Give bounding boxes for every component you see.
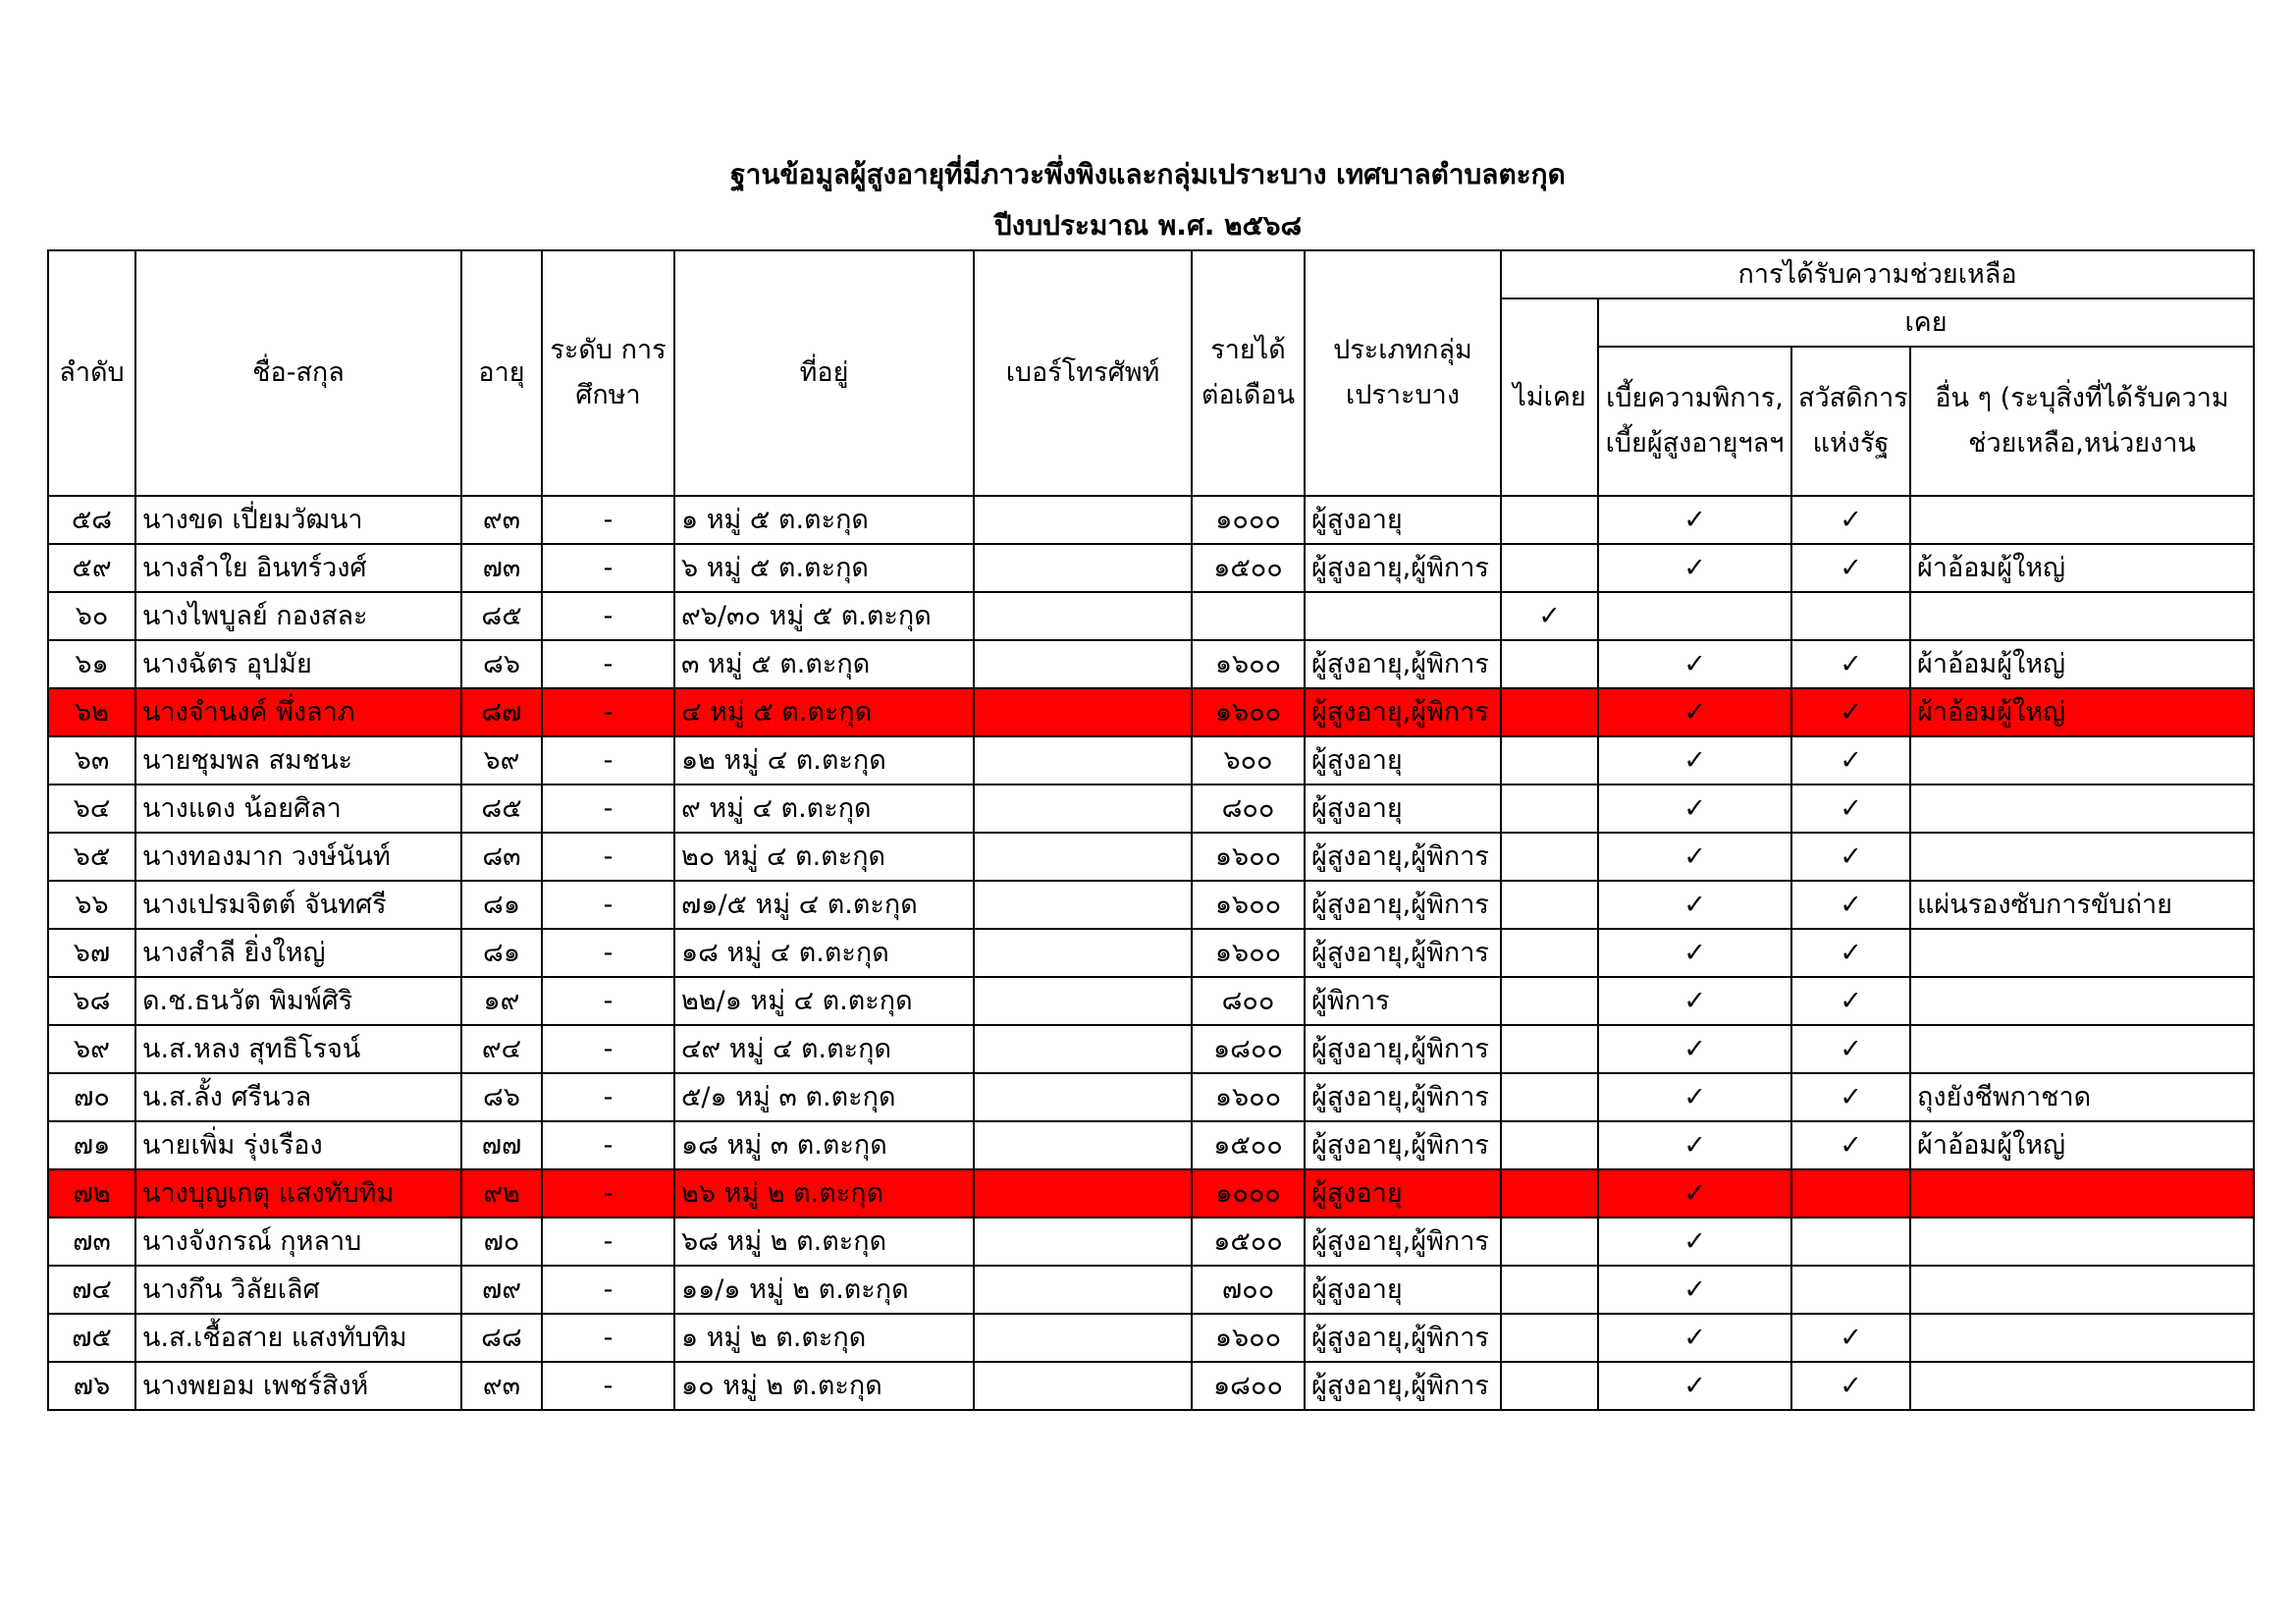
row-phone [974,785,1192,833]
row-income: ๑๖๐๐ [1192,833,1305,881]
row-name: นางจังกรณ์ กุหลาบ [135,1218,461,1266]
table-row [48,1121,2254,1169]
row-never-check [1501,1362,1598,1410]
row-group: ผู้สูงอายุ,ผู้พิการ [1305,544,1501,592]
col-group-header: ประเภทกลุ่ม เปราะบาง [1305,250,1501,496]
row-education: - [542,1121,674,1169]
row-number: ๖๗ [48,929,135,977]
row-address: ๖ หมู่ ๕ ต.ตะกุด [674,544,974,592]
table-row [48,592,2254,640]
row-phone [974,544,1192,592]
row-group: ผู้สูงอายุ,ผู้พิการ [1305,1025,1501,1073]
table-row [48,833,2254,881]
col-other-header: อื่น ๆ (ระบุสิ่งที่ได้รับความ ช่วยเหลือ,หน่วยงาน [1910,347,2254,496]
row-number: ๗๕ [48,1314,135,1362]
row-welfare-check: ✓ [1791,1121,1910,1169]
row-income: ๑๘๐๐ [1192,1362,1305,1410]
row-age: ๘๓ [461,833,542,881]
row-phone [974,592,1192,640]
table-row [48,544,2254,592]
row-never-check [1501,929,1598,977]
row-education: - [542,881,674,929]
row-address: ๑๑/๑ หมู่ ๒ ต.ตะกุด [674,1266,974,1314]
row-allowance-check: ✓ [1598,929,1791,977]
row-welfare-check [1791,1169,1910,1218]
col-ever-header: เคย [1598,298,2254,347]
row-other: ผ้าอ้อมผู้ใหญ่ [1910,544,2254,592]
row-number: ๖๘ [48,977,135,1025]
row-income: ๑๖๐๐ [1192,640,1305,688]
col-assistance-header: การได้รับความช่วยเหลือ [1501,250,2254,298]
row-phone [974,1266,1192,1314]
row-welfare-check [1791,1218,1910,1266]
row-number: ๖๑ [48,640,135,688]
row-number: ๕๘ [48,496,135,544]
row-other [1910,496,2254,544]
row-age: ๘๑ [461,929,542,977]
row-age: ๙๔ [461,1025,542,1073]
row-welfare-check [1791,1266,1910,1314]
row-other: ผ้าอ้อมผู้ใหญ่ [1910,640,2254,688]
row-income: ๑๖๐๐ [1192,929,1305,977]
row-name: นางพยอม เพชร์สิงห์ [135,1362,461,1410]
col-name-header: ชื่อ-สกุล [135,250,461,496]
row-phone [974,929,1192,977]
row-name: นายชุมพล สมชนะ [135,736,461,785]
row-phone [974,1025,1192,1073]
row-never-check [1501,1073,1598,1121]
row-other: แผ่นรองซับการขับถ่าย [1910,881,2254,929]
row-group: ผู้สูงอายุ [1305,1266,1501,1314]
row-address: ๙ หมู่ ๔ ต.ตะกุด [674,785,974,833]
row-never-check [1501,1314,1598,1362]
row-phone [974,1314,1192,1362]
row-group: ผู้สูงอายุ [1305,736,1501,785]
row-age: ๙๒ [461,1169,542,1218]
row-group: ผู้สูงอายุ,ผู้พิการ [1305,1073,1501,1121]
col-phone-header: เบอร์โทรศัพท์ [974,250,1192,496]
row-address: ๕/๑ หมู่ ๓ ต.ตะกุด [674,1073,974,1121]
row-never-check [1501,1218,1598,1266]
row-phone [974,736,1192,785]
row-number: ๗๔ [48,1266,135,1314]
row-allowance-check: ✓ [1598,881,1791,929]
row-other [1910,785,2254,833]
row-group: ผู้สูงอายุ [1305,1169,1501,1218]
row-name: นางบุญเกตุ แสงทับทิม [135,1169,461,1218]
table-row [48,496,2254,544]
row-never-check [1501,977,1598,1025]
row-income: ๘๐๐ [1192,785,1305,833]
col-allowance-header: เบี้ยความพิการ, เบี้ยผู้สูงอายุฯลฯ [1598,347,1791,496]
row-other [1910,1218,2254,1266]
row-address: ๖๘ หมู่ ๒ ต.ตะกุด [674,1218,974,1266]
row-number: ๖๕ [48,833,135,881]
table-row [48,1218,2254,1266]
row-number: ๖๓ [48,736,135,785]
row-education: - [542,1266,674,1314]
row-education: - [542,688,674,736]
row-address: ๑ หมู่ ๕ ต.ตะกุด [674,496,974,544]
row-address: ๑๐ หมู่ ๒ ต.ตะกุด [674,1362,974,1410]
row-number: ๖๔ [48,785,135,833]
table-row [48,1073,2254,1121]
row-other: ผ้าอ้อมผู้ใหญ่ [1910,1121,2254,1169]
row-welfare-check: ✓ [1791,977,1910,1025]
table-row [48,736,2254,785]
row-income: ๑๘๐๐ [1192,1025,1305,1073]
row-never-check [1501,881,1598,929]
row-age: ๗๗ [461,1121,542,1169]
row-allowance-check: ✓ [1598,496,1791,544]
page-title: ฐานข้อมูลผู้สูงอายุที่มีภาวะพึ่งพิงและกลุ่มเปราะบาง เทศบาลตำบลตะกุด [730,158,1566,190]
table-row [48,688,2254,736]
row-income: ๘๐๐ [1192,977,1305,1025]
table-row [48,881,2254,929]
row-name: นางไพบูลย์ กองสละ [135,592,461,640]
row-age: ๘๕ [461,592,542,640]
row-name: นางแดง น้อยศิลา [135,785,461,833]
row-education: - [542,833,674,881]
row-address: ๓ หมู่ ๕ ต.ตะกุด [674,640,974,688]
row-age: ๗๙ [461,1266,542,1314]
row-never-check [1501,833,1598,881]
row-education: - [542,1218,674,1266]
row-address: ๑๒ หมู่ ๔ ต.ตะกุด [674,736,974,785]
row-education: - [542,1169,674,1218]
row-other [1910,1266,2254,1314]
row-group: ผู้สูงอายุ,ผู้พิการ [1305,688,1501,736]
row-income: ๑๕๐๐ [1192,1121,1305,1169]
row-phone [974,640,1192,688]
row-name: น.ส.หลง สุทธิโรจน์ [135,1025,461,1073]
row-income: ๑๕๐๐ [1192,1218,1305,1266]
row-income: ๑๐๐๐ [1192,1169,1305,1218]
row-welfare-check [1791,592,1910,640]
row-income: ๖๐๐ [1192,736,1305,785]
row-number: ๗๑ [48,1121,135,1169]
row-phone [974,1073,1192,1121]
row-name: นางทองมาก วงษ์นันท์ [135,833,461,881]
row-education: - [542,592,674,640]
row-income: ๑๖๐๐ [1192,1073,1305,1121]
table-row [48,785,2254,833]
row-welfare-check: ✓ [1791,496,1910,544]
row-number: ๖๙ [48,1025,135,1073]
row-welfare-check: ✓ [1791,929,1910,977]
row-name: ด.ช.ธนวัต พิมพ์ศิริ [135,977,461,1025]
row-education: - [542,544,674,592]
row-age: ๗๓ [461,544,542,592]
col-welfare-header: สวัสดิการ แห่งรัฐ [1791,347,1910,496]
row-other [1910,1025,2254,1073]
row-address: ๙๖/๓๐ หมู่ ๕ ต.ตะกุด [674,592,974,640]
row-group: ผู้สูงอายุ [1305,785,1501,833]
row-allowance-check: ✓ [1598,688,1791,736]
col-age-header: อายุ [461,250,542,496]
row-never-check [1501,736,1598,785]
row-welfare-check: ✓ [1791,881,1910,929]
row-welfare-check: ✓ [1791,833,1910,881]
row-name: น.ส.เชื้อสาย แสงทับทิม [135,1314,461,1362]
row-phone [974,1169,1192,1218]
table-row [48,1362,2254,1410]
row-education: - [542,1362,674,1410]
row-age: ๘๖ [461,1073,542,1121]
row-allowance-check: ✓ [1598,1218,1791,1266]
row-name: นางสำลี ยิ่งใหญ่ [135,929,461,977]
row-group: ผู้สูงอายุ,ผู้พิการ [1305,1362,1501,1410]
row-allowance-check: ✓ [1598,1025,1791,1073]
row-name: นางลำใย อินทร์วงศ์ [135,544,461,592]
row-never-check [1501,785,1598,833]
row-other [1910,977,2254,1025]
row-education: - [542,1073,674,1121]
page-subtitle: ปีงบประมาณ พ.ศ. ๒๕๖๘ [993,209,1303,242]
row-age: ๑๙ [461,977,542,1025]
row-education: - [542,640,674,688]
row-name: น.ส.ลั้ง ศรีนวล [135,1073,461,1121]
row-other [1910,1169,2254,1218]
row-phone [974,833,1192,881]
row-never-check [1501,1025,1598,1073]
row-number: ๗๒ [48,1169,135,1218]
row-welfare-check: ✓ [1791,544,1910,592]
row-education: - [542,785,674,833]
row-education: - [542,496,674,544]
row-phone [974,1121,1192,1169]
row-allowance-check: ✓ [1598,977,1791,1025]
row-age: ๘๘ [461,1314,542,1362]
row-allowance-check: ✓ [1598,1314,1791,1362]
row-age: ๘๑ [461,881,542,929]
row-allowance-check: ✓ [1598,833,1791,881]
row-never-check [1501,688,1598,736]
row-number: ๗๐ [48,1073,135,1121]
row-address: ๔๙ หมู่ ๔ ต.ตะกุด [674,1025,974,1073]
table-row [48,929,2254,977]
elderly-table [47,249,2255,1411]
row-group: ผู้สูงอายุ,ผู้พิการ [1305,833,1501,881]
row-never-check [1501,1266,1598,1314]
row-never-check [1501,640,1598,688]
row-age: ๘๗ [461,688,542,736]
row-other: ผ้าอ้อมผู้ใหญ่ [1910,688,2254,736]
row-education: - [542,977,674,1025]
row-phone [974,496,1192,544]
row-name: นางขด เปี่ยมวัฒนา [135,496,461,544]
row-welfare-check: ✓ [1791,640,1910,688]
row-phone [974,688,1192,736]
row-never-check [1501,1121,1598,1169]
row-other [1910,1314,2254,1362]
row-other [1910,929,2254,977]
row-age: ๗๐ [461,1218,542,1266]
row-number: ๗๖ [48,1362,135,1410]
row-group [1305,592,1501,640]
row-income: ๑๖๐๐ [1192,688,1305,736]
row-income [1192,592,1305,640]
row-phone [974,1218,1192,1266]
row-number: ๕๙ [48,544,135,592]
row-number: ๖๐ [48,592,135,640]
table-row [48,1266,2254,1314]
row-income: ๑๕๐๐ [1192,544,1305,592]
table-row [48,1314,2254,1362]
row-other [1910,736,2254,785]
col-income-header: รายได้ ต่อเดือน [1192,250,1305,496]
row-never-check [1501,1169,1598,1218]
row-name: นางเปรมจิตต์ จันทศรี [135,881,461,929]
row-age: ๙๓ [461,1362,542,1410]
row-welfare-check: ✓ [1791,785,1910,833]
row-education: - [542,1314,674,1362]
row-other: ถุงยังชีพกาชาด [1910,1073,2254,1121]
col-no-header: ลำดับ [48,250,135,496]
row-income: ๗๐๐ [1192,1266,1305,1314]
row-address: ๑๘ หมู่ ๔ ต.ตะกุด [674,929,974,977]
row-group: ผู้สูงอายุ,ผู้พิการ [1305,640,1501,688]
row-group: ผู้พิการ [1305,977,1501,1025]
row-address: ๒๐ หมู่ ๔ ต.ตะกุด [674,833,974,881]
row-other [1910,592,2254,640]
row-group: ผู้สูงอายุ,ผู้พิการ [1305,1218,1501,1266]
row-allowance-check [1598,592,1791,640]
row-address: ๑๘ หมู่ ๓ ต.ตะกุด [674,1121,974,1169]
row-other [1910,833,2254,881]
col-education-header: ระดับ การศึกษา [542,250,674,496]
row-name: นายเพิ่ม รุ่งเรือง [135,1121,461,1169]
row-education: - [542,1025,674,1073]
row-income: ๑๖๐๐ [1192,881,1305,929]
row-allowance-check: ✓ [1598,1121,1791,1169]
row-education: - [542,736,674,785]
table-row [48,977,2254,1025]
table-row [48,640,2254,688]
row-number: ๖๖ [48,881,135,929]
table-row [48,1169,2254,1218]
row-welfare-check: ✓ [1791,1073,1910,1121]
row-other [1910,1362,2254,1410]
row-address: ๗๑/๕ หมู่ ๔ ต.ตะกุด [674,881,974,929]
row-never-check: ✓ [1501,592,1598,640]
row-allowance-check: ✓ [1598,1362,1791,1410]
row-number: ๖๒ [48,688,135,736]
row-age: ๘๕ [461,785,542,833]
row-name: นางฉัตร อุปมัย [135,640,461,688]
col-address-header: ที่อยู่ [674,250,974,496]
row-allowance-check: ✓ [1598,1266,1791,1314]
row-income: ๑๐๐๐ [1192,496,1305,544]
row-number: ๗๓ [48,1218,135,1266]
row-group: ผู้สูงอายุ,ผู้พิการ [1305,929,1501,977]
row-group: ผู้สูงอายุ,ผู้พิการ [1305,1314,1501,1362]
row-phone [974,977,1192,1025]
col-never-header: ไม่เคย [1501,298,1598,496]
row-welfare-check: ✓ [1791,736,1910,785]
row-address: ๔ หมู่ ๕ ต.ตะกุด [674,688,974,736]
row-age: ๘๖ [461,640,542,688]
row-income: ๑๖๐๐ [1192,1314,1305,1362]
row-age: ๙๓ [461,496,542,544]
row-education: - [542,929,674,977]
row-group: ผู้สูงอายุ [1305,496,1501,544]
row-address: ๒๖ หมู่ ๒ ต.ตะกุด [674,1169,974,1218]
row-welfare-check: ✓ [1791,688,1910,736]
row-name: นางกึน วิลัยเลิศ [135,1266,461,1314]
row-name: นางจำนงค์ พึ่งลาภ [135,688,461,736]
row-allowance-check: ✓ [1598,736,1791,785]
row-allowance-check: ✓ [1598,785,1791,833]
row-welfare-check: ✓ [1791,1314,1910,1362]
row-never-check [1501,544,1598,592]
row-allowance-check: ✓ [1598,1073,1791,1121]
row-phone [974,881,1192,929]
row-allowance-check: ✓ [1598,1169,1791,1218]
row-allowance-check: ✓ [1598,640,1791,688]
row-phone [974,1362,1192,1410]
table-row [48,1025,2254,1073]
row-group: ผู้สูงอายุ,ผู้พิการ [1305,1121,1501,1169]
row-address: ๑ หมู่ ๒ ต.ตะกุด [674,1314,974,1362]
row-welfare-check: ✓ [1791,1025,1910,1073]
row-group: ผู้สูงอายุ,ผู้พิการ [1305,881,1501,929]
row-never-check [1501,496,1598,544]
row-allowance-check: ✓ [1598,544,1791,592]
row-welfare-check: ✓ [1791,1362,1910,1410]
row-address: ๒๒/๑ หมู่ ๔ ต.ตะกุด [674,977,974,1025]
row-age: ๖๙ [461,736,542,785]
